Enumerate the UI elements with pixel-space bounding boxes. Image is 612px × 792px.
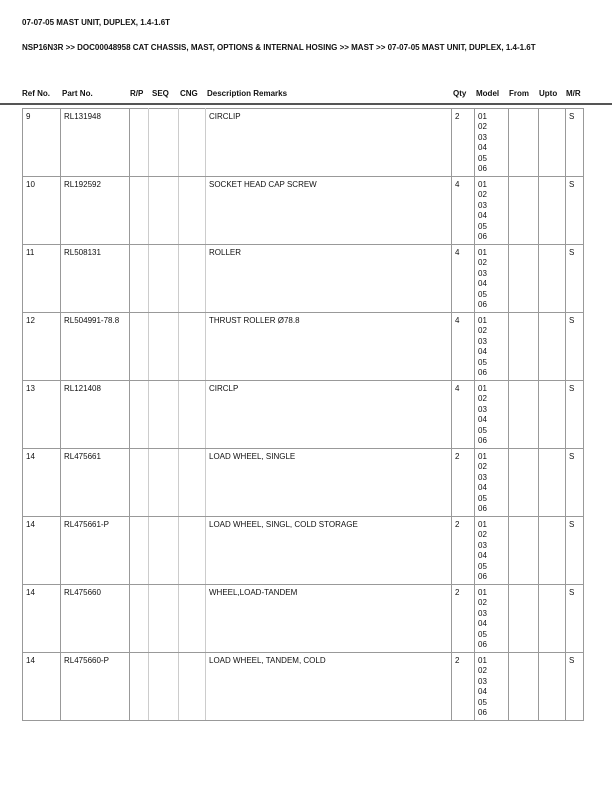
cell-mr: S [566, 177, 584, 245]
cell-from [509, 177, 539, 245]
table-row [23, 517, 584, 585]
cell-cng [179, 517, 206, 585]
header-ref-no: Ref No. [22, 89, 50, 98]
cell-description: LOAD WHEEL, TANDEM, COLD [206, 653, 452, 721]
cell-qty: 2 [452, 109, 475, 177]
cell-seq [149, 313, 179, 381]
header-divider [0, 103, 612, 105]
cell-ref-no: 14 [23, 517, 61, 585]
cell-cng [179, 245, 206, 313]
cell-model: 01 02 03 04 05 06 [475, 653, 509, 721]
cell-description: ROLLER [206, 245, 452, 313]
cell-cng [179, 585, 206, 653]
cell-seq [149, 585, 179, 653]
cell-qty: 2 [452, 653, 475, 721]
cell-from [509, 313, 539, 381]
cell-rp [130, 245, 149, 313]
cell-upto [539, 449, 566, 517]
header-cng: CNG [180, 89, 198, 98]
cell-from [509, 585, 539, 653]
cell-rp [130, 585, 149, 653]
header-rp: R/P [130, 89, 144, 98]
cell-seq [149, 109, 179, 177]
cell-seq [149, 449, 179, 517]
cell-ref-no: 13 [23, 381, 61, 449]
page-title: 07-07-05 MAST UNIT, DUPLEX, 1.4-1.6T [22, 18, 171, 27]
cell-upto [539, 313, 566, 381]
cell-mr: S [566, 245, 584, 313]
cell-upto [539, 245, 566, 313]
cell-qty: 2 [452, 585, 475, 653]
cell-ref-no: 14 [23, 585, 61, 653]
cell-seq [149, 517, 179, 585]
table-row [23, 109, 584, 177]
cell-part-no: RL475661-P [61, 517, 130, 585]
parts-table-body [23, 109, 584, 721]
cell-mr: S [566, 381, 584, 449]
table-row [23, 177, 584, 245]
breadcrumb: NSP16N3R >> DOC00048958 CAT CHASSIS, MAST, OPTIONS & INTERNAL HOSING >> MAST >> 07-07-05 MAST UNIT, DUPLEX, 1.4-1.6T [22, 43, 536, 52]
cell-part-no: RL475661 [61, 449, 130, 517]
table-row [23, 585, 584, 653]
cell-upto [539, 177, 566, 245]
cell-seq [149, 177, 179, 245]
cell-upto [539, 381, 566, 449]
table-row [23, 313, 584, 381]
cell-model: 01 02 03 04 05 06 [475, 313, 509, 381]
header-mr: M/R [566, 89, 581, 98]
cell-mr: S [566, 653, 584, 721]
cell-model: 01 02 03 04 05 06 [475, 177, 509, 245]
cell-cng [179, 313, 206, 381]
header-part-no: Part No. [62, 89, 93, 98]
cell-cng [179, 653, 206, 721]
table-row [23, 381, 584, 449]
cell-part-no: RL504991-78.8 [61, 313, 130, 381]
cell-qty: 4 [452, 313, 475, 381]
cell-part-no: RL475660 [61, 585, 130, 653]
parts-table [22, 108, 584, 721]
cell-mr: S [566, 517, 584, 585]
cell-qty: 2 [452, 517, 475, 585]
cell-ref-no: 12 [23, 313, 61, 381]
cell-qty: 2 [452, 449, 475, 517]
cell-rp [130, 517, 149, 585]
cell-mr: S [566, 313, 584, 381]
cell-qty: 4 [452, 245, 475, 313]
cell-description: LOAD WHEEL, SINGL, COLD STORAGE [206, 517, 452, 585]
cell-from [509, 381, 539, 449]
cell-model: 01 02 03 04 05 06 [475, 381, 509, 449]
cell-upto [539, 653, 566, 721]
cell-description: LOAD WHEEL, SINGLE [206, 449, 452, 517]
cell-mr: S [566, 109, 584, 177]
cell-cng [179, 109, 206, 177]
cell-part-no: RL475660-P [61, 653, 130, 721]
cell-description: CIRCLIP [206, 109, 452, 177]
cell-ref-no: 9 [23, 109, 61, 177]
cell-description: WHEEL,LOAD-TANDEM [206, 585, 452, 653]
cell-part-no: RL131948 [61, 109, 130, 177]
cell-part-no: RL121408 [61, 381, 130, 449]
cell-upto [539, 109, 566, 177]
cell-from [509, 653, 539, 721]
cell-upto [539, 585, 566, 653]
cell-description: THRUST ROLLER Ø78.8 [206, 313, 452, 381]
table-row [23, 449, 584, 517]
cell-ref-no: 14 [23, 653, 61, 721]
header-seq: SEQ [152, 89, 169, 98]
cell-rp [130, 177, 149, 245]
cell-ref-no: 11 [23, 245, 61, 313]
cell-description: SOCKET HEAD CAP SCREW [206, 177, 452, 245]
cell-rp [130, 109, 149, 177]
cell-mr: S [566, 449, 584, 517]
cell-qty: 4 [452, 177, 475, 245]
table-row [23, 245, 584, 313]
cell-cng [179, 449, 206, 517]
cell-rp [130, 653, 149, 721]
cell-seq [149, 245, 179, 313]
table-row [23, 653, 584, 721]
header-qty: Qty [453, 89, 467, 98]
header-from: From [509, 89, 529, 98]
cell-model: 01 02 03 04 05 06 [475, 449, 509, 517]
cell-seq [149, 653, 179, 721]
cell-rp [130, 381, 149, 449]
cell-from [509, 245, 539, 313]
cell-model: 01 02 03 04 05 06 [475, 245, 509, 313]
cell-from [509, 449, 539, 517]
cell-ref-no: 10 [23, 177, 61, 245]
cell-from [509, 517, 539, 585]
cell-cng [179, 381, 206, 449]
header-model: Model [476, 89, 500, 98]
header-description: Description Remarks [207, 89, 288, 98]
cell-rp [130, 449, 149, 517]
cell-rp [130, 313, 149, 381]
cell-cng [179, 177, 206, 245]
cell-upto [539, 517, 566, 585]
cell-model: 01 02 03 04 05 06 [475, 517, 509, 585]
cell-ref-no: 14 [23, 449, 61, 517]
cell-model: 01 02 03 04 05 06 [475, 585, 509, 653]
cell-mr: S [566, 585, 584, 653]
cell-seq [149, 381, 179, 449]
cell-from [509, 109, 539, 177]
cell-part-no: RL192592 [61, 177, 130, 245]
cell-qty: 4 [452, 381, 475, 449]
cell-part-no: RL508131 [61, 245, 130, 313]
header-upto: Upto [539, 89, 558, 98]
cell-description: CIRCLP [206, 381, 452, 449]
cell-model: 01 02 03 04 05 06 [475, 109, 509, 177]
